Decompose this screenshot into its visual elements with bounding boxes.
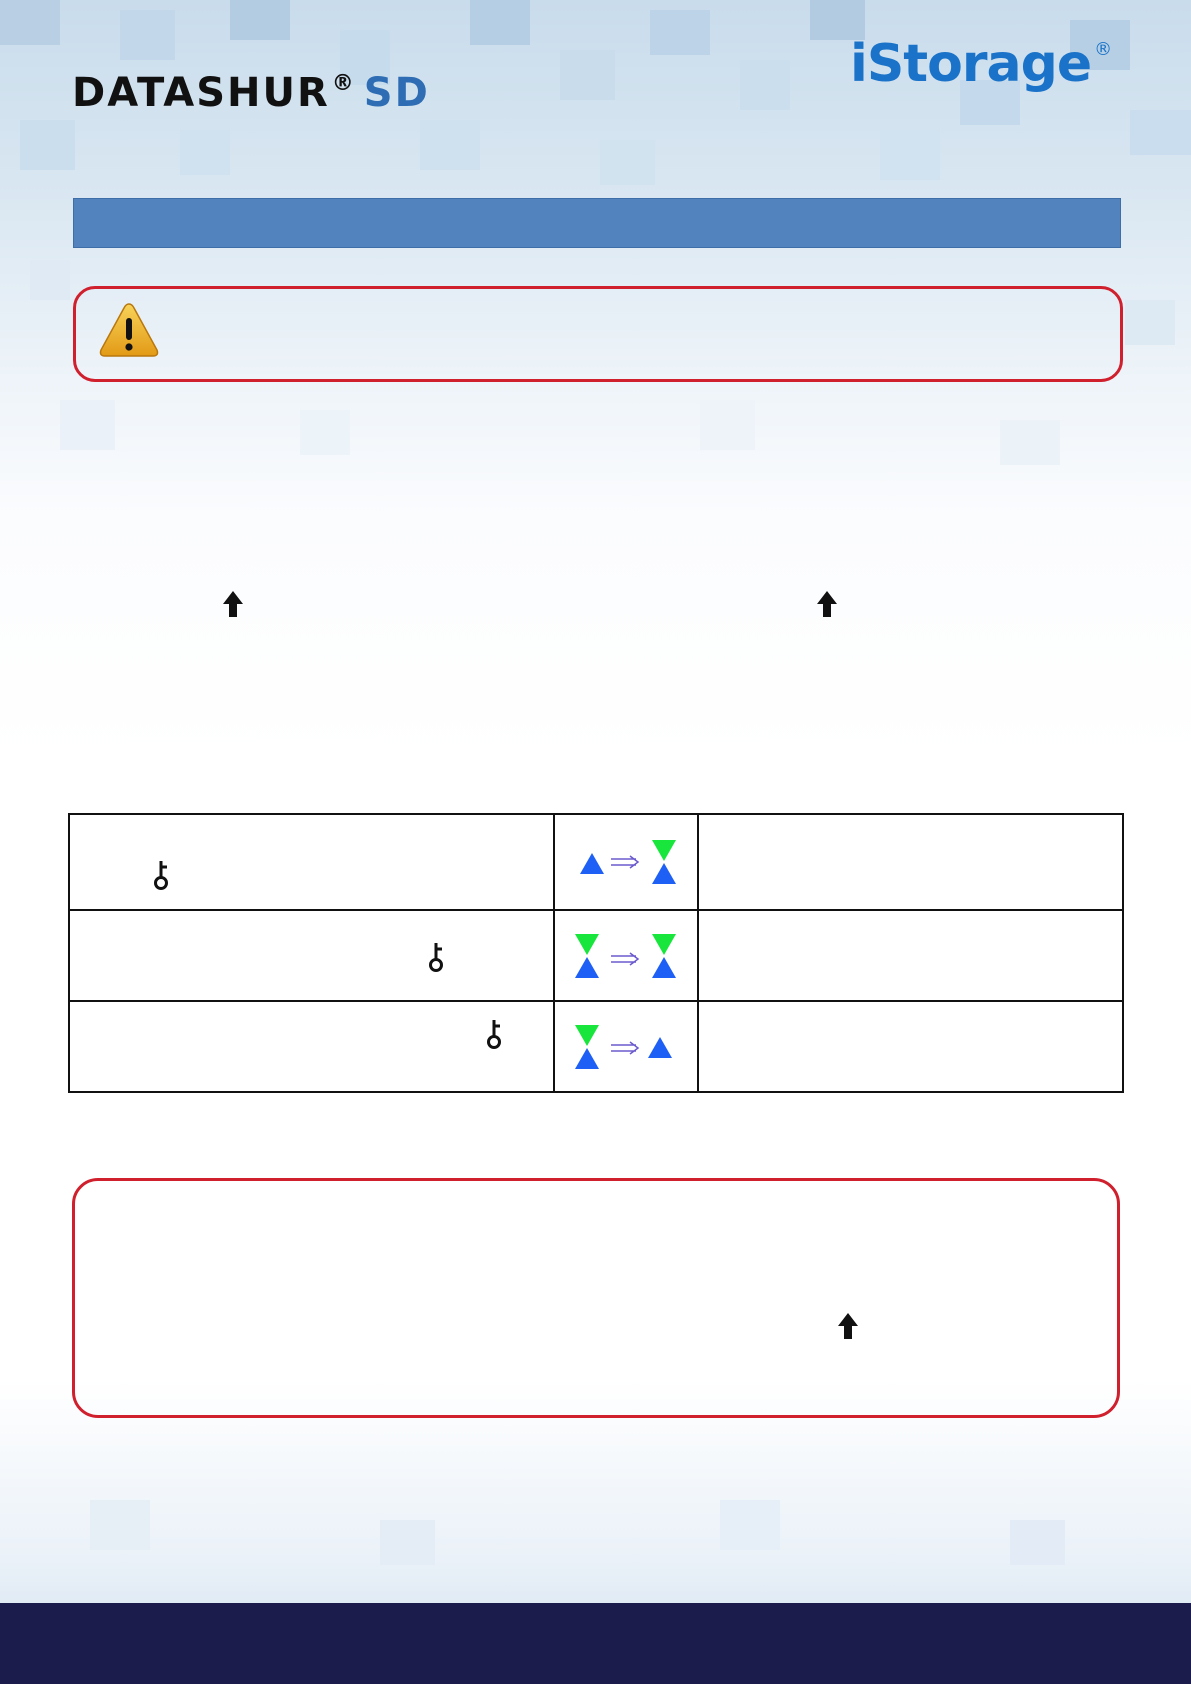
brand-name: DATASHUR [72,70,330,116]
page-footer-band [0,1603,1191,1684]
blue-led-icon [575,957,599,978]
green-led-icon [575,934,599,955]
sequence-arrow-icon [610,952,640,966]
key-icon [485,1018,505,1050]
description-cell [698,1001,1123,1092]
company-registered-mark: ® [1094,39,1112,60]
section-header-bar [73,198,1121,248]
table-row [69,1001,1123,1092]
led-sequence [555,932,697,980]
blue-led-icon [652,863,676,884]
description-cell [698,814,1123,910]
company-logo-text: iStorage [850,34,1092,94]
green-led-icon [652,840,676,861]
registered-mark: ® [331,71,356,96]
sequence-arrow-icon [610,855,640,869]
instruction-cell [69,1001,554,1092]
note-callout [72,1178,1120,1418]
arrow-up-icon [816,590,838,618]
sequence-arrow-icon [610,1041,640,1055]
warning-triangle-icon [98,301,160,359]
key-icon [427,941,447,973]
warning-callout [73,286,1123,382]
blue-led-icon [580,853,604,874]
arrow-up-icon [222,590,244,618]
datashur-sd-logo [72,70,430,116]
table-row [69,910,1123,1002]
led-sequence-cell [554,1001,698,1092]
instruction-cell [69,910,554,1002]
blue-led-icon [652,957,676,978]
led-sequence-cell [554,814,698,910]
arrow-up-icon [837,1312,859,1340]
blue-led-icon [648,1037,672,1058]
green-led-icon [575,1025,599,1046]
led-sequence [555,838,697,886]
key-icon [152,859,172,891]
table-row [69,814,1123,910]
led-status-table [68,813,1124,1093]
brand-suffix: SD [363,70,430,116]
description-cell [698,910,1123,1002]
green-led-icon [652,934,676,955]
istorage-logo [850,34,1111,94]
led-sequence-cell [554,910,698,1002]
led-sequence [555,1023,697,1071]
instruction-cell [69,814,554,910]
blue-led-icon [575,1048,599,1069]
